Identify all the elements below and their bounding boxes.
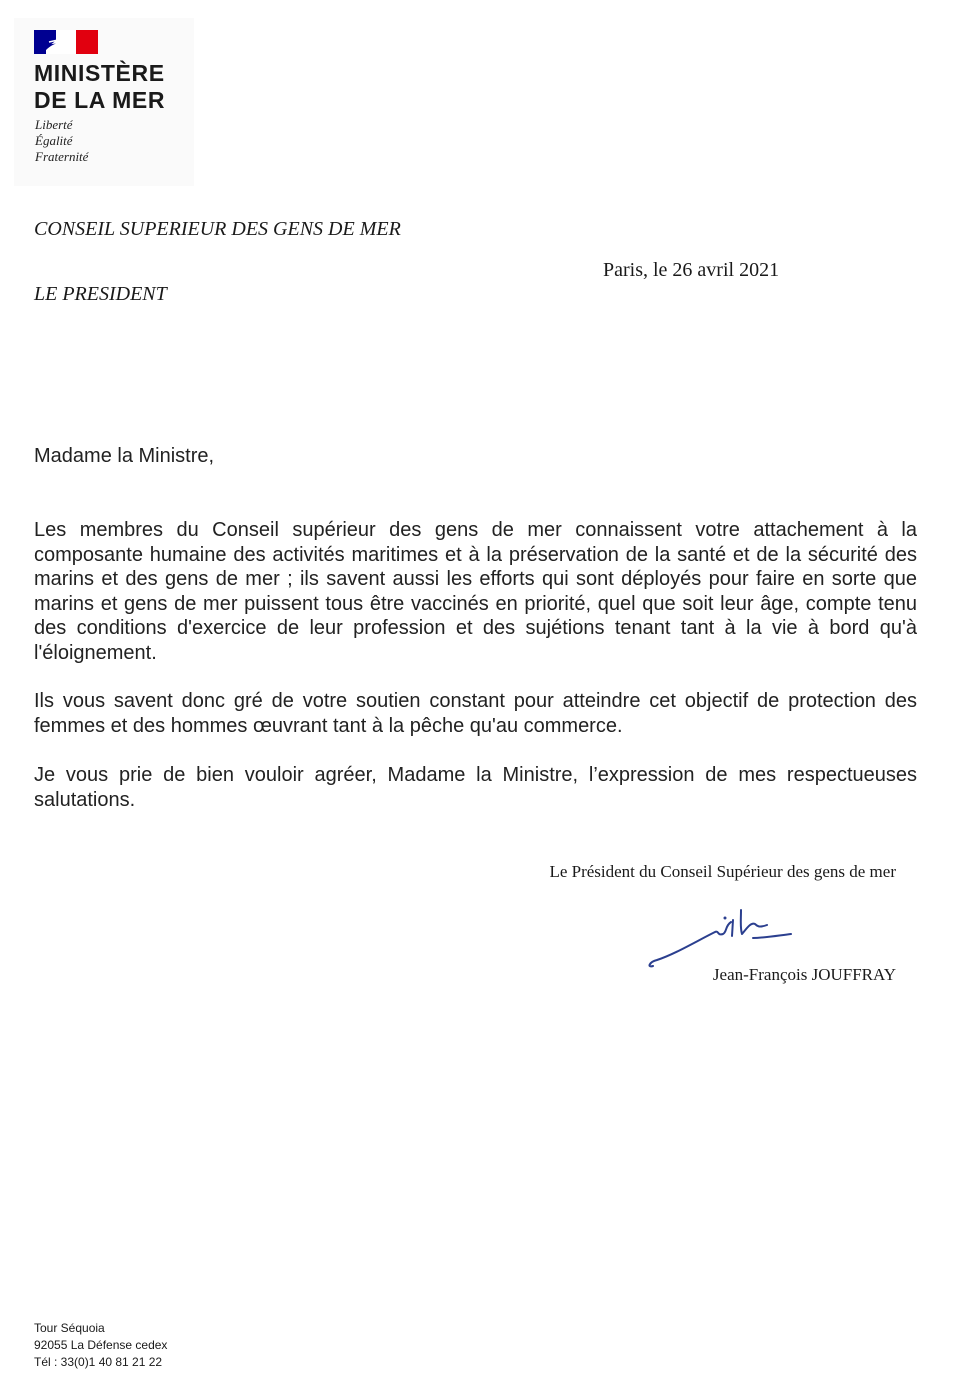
- ministry-name-line2: DE LA MER: [34, 87, 166, 113]
- footer-building: Tour Séquoia: [34, 1321, 105, 1335]
- footer-postal-address: 92055 La Défense cedex: [34, 1338, 168, 1352]
- ministry-name-line1: MINISTÈRE: [34, 60, 165, 86]
- letter-salutation: Madame la Ministre,: [34, 445, 215, 467]
- motto-fraternite: Fraternité: [35, 149, 89, 164]
- signatory-name: Jean-François JOUFFRAY: [712, 965, 896, 984]
- footer-address: [34, 1320, 167, 1371]
- signature-title: Le Président du Conseil Supérieur des gens de mer: [549, 862, 896, 881]
- letter-paragraph: Ils vous savent donc gré de votre soutien constant pour atteindre cet objectif de protection des femmes et des hommes œuvrant tant à la pêche qu'au commerce.: [34, 690, 917, 737]
- letter-paragraph: Je vous prie de bien vouloir agréer, Madame la Ministre, l’expression de mes respectueuses salutations.: [34, 764, 917, 811]
- motto-liberte: Liberté: [35, 117, 73, 132]
- place-and-date: Paris, le 26 avril 2021: [603, 259, 780, 281]
- organization-name: CONSEIL SUPERIEUR DES GENS DE MER: [34, 218, 401, 240]
- sender-role: LE PRESIDENT: [34, 283, 167, 305]
- footer-phone: Tél : 33(0)1 40 81 21 22: [34, 1355, 163, 1369]
- marianne-flag-icon: [34, 30, 98, 54]
- motto-egalite: Égalité: [35, 133, 73, 148]
- letter-paragraph: Les membres du Conseil supérieur des gens de mer connaissent votre attachement à la composante humaine des activités maritimes et à la préservation de la santé et de la sécurité des marins et des gens de mer ; ils savent aussi les efforts qui sont déployés pour faire en sorte que marins et gens de mer puissent tous être vaccinés en priorité, quel que soit leur âge, compte tenu des conditions d'exercice de leur profession et des sujétions tenant tant à la vie à bord qu'à l'éloignement.: [34, 519, 917, 664]
- republic-motto: [35, 117, 88, 165]
- ministry-name: [34, 60, 165, 114]
